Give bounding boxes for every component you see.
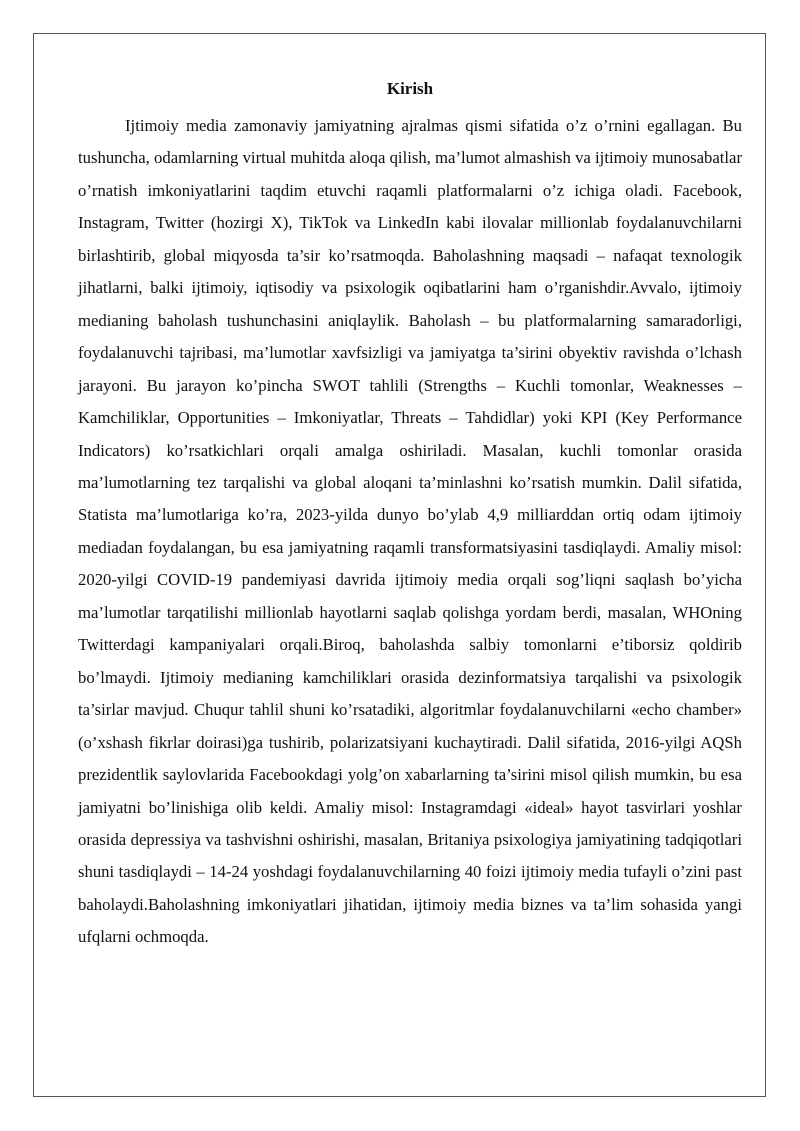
document-body xyxy=(78,78,742,954)
body-paragraph: Ijtimoiy media zamonaviy jamiyatning ajralmas qismi sifatida o’z o’rnini egallagan. Bu tushuncha, odamlarning virtual muhitda aloqa qilish, ma’lumot almashish va ijtimoiy munosabatlar o’rnatish imkoniyatlarini taqdim etuvchi raqamli platformalarni o’z ichiga oladi. Facebook, Instagram, Twitter (hozirgi X), TikTok va LinkedIn kabi ilovalar millionlab foydalanuvchilarni birlashtirib, global miqyosda ta’sir ko’rsatmoqda. Baholashning maqsadi – nafaqat texnologik jihatlarni, balki ijtimoiy, iqtisodiy va psixologik oqibatlarini ham o’rganishdir.Avvalo, ijtimoiy medianing baholash tushunchasini aniqlaylik. Baholash – bu platformalarning samaradorligi, foydalanuvchi tajribasi, ma’lumotlar xavfsizligi va jamiyatga ta’sirini obyektiv ravishda o’lchash jarayoni. Bu jarayon ko’pincha SWOT tahlili (Strengths – Kuchli tomonlar, Weaknesses – Kamchiliklar, Opportunities – Imkoniyatlar, Threats – Tahdidlar) yoki KPI (Key Performance Indicators) ko’rsatkichlari orqali amalga oshiriladi. Masalan, kuchli tomonlar orasida ma’lumotlarning tez tarqalishi va global aloqani ta’minlashni ko’rsatish mumkin. Dalil sifatida, Statista ma’lumotlariga ko’ra, 2023-yilda dunyo bo’ylab 4,9 milliarddan ortiq odam ijtimoiy mediadan foydalangan, bu esa jamiyatning raqamli transformatsiyasini tasdiqlaydi. Amaliy misol: 2020-yilgi COVID-19 pandemiyasi davrida ijtimoiy media orqali sog’liqni saqlash bo’yicha ma’lumotlar tarqatilishi millionlab hayotlarni saqlab qolishga yordam berdi, masalan, WHOning Twitterdagi kampaniyalari orqali.Biroq, baholashda salbiy tomonlarni e’tiborsiz qoldirib bo’lmaydi. Ijtimoiy medianing kamchiliklari orasida dezinformatsiya tarqalishi va psixologik ta’sirlar mavjud. Chuqur tahlil shuni ko’rsatadiki, algoritmlar foydalanuvchilarni «echo chamber» (o’xshash fikrlar doirasi)ga tushirib, polarizatsiyani kuchaytiradi. Dalil sifatida, 2016-yilgi AQSh prezidentlik saylovlarida Facebookdagi yolg’on xabarlarning ta’sirini misol qilish mumkin, bu esa jamiyatni bo’linishiga olib keldi. Amaliy misol: Instagramdagi «ideal» hayot tasvirlari yoshlar orasida depressiya va tashvishni oshirishi, masalan, Britaniya psixologiya jamiyatining tadqiqotlari shuni tasdiqlaydi – 14-24 yoshdagi foydalanuvchilarning 40 foizi ijtimoiy media tufayli o’zini past baholaydi.Baholashning imkoniyatlari jihatidan, ijtimoiy media biznes va ta’lim sohasida yangi ufqlarni ochmoqda. xyxy=(78,116,742,947)
document-title: Kirish xyxy=(386,79,434,98)
page-frame xyxy=(33,33,766,1097)
